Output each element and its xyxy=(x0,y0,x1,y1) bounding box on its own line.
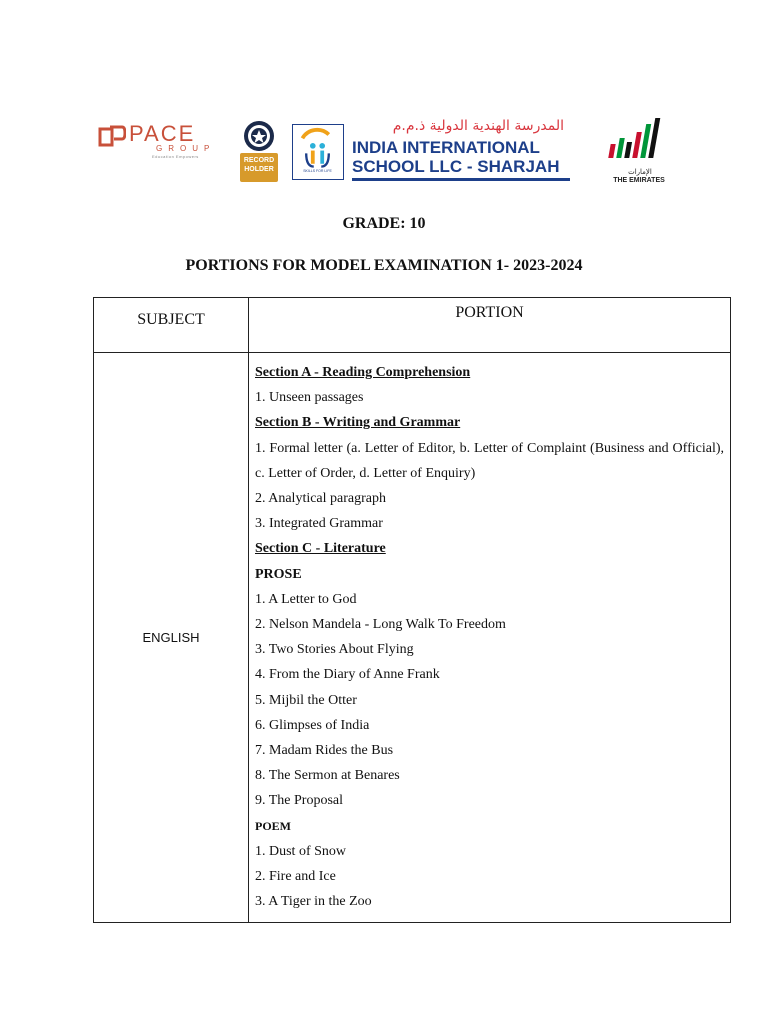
section-b-heading: Section B - Writing and Grammar xyxy=(255,415,461,431)
list-item: 2. Nelson Mandela - Long Walk To Freedom xyxy=(255,617,506,633)
prose-heading: PROSE xyxy=(255,566,302,582)
list-item: 3. Two Stories About Flying xyxy=(255,642,414,658)
table-header-row xyxy=(94,298,731,353)
list-item: 8. The Sermon at Benares xyxy=(255,768,400,784)
exam-title: PORTIONS FOR MODEL EXAMINATION 1- 2023-2024 xyxy=(185,257,583,274)
iis-emblem-text: SKILLS FOR LIFE xyxy=(303,169,332,173)
list-item: 1. Formal letter (a. Letter of Editor, b. Letter of Complaint (Business and Official), c. Letter of Order, d. Letter of Enquiry) xyxy=(255,440,724,481)
list-item: 3. A Tiger in the Zoo xyxy=(255,894,372,910)
subject-header: SUBJECT xyxy=(94,298,249,353)
emirates-arabic: الإمارات xyxy=(628,168,652,176)
pace-group-logo xyxy=(98,122,216,164)
list-item: 7. Madam Rides the Bus xyxy=(255,743,394,759)
list-item: 1. Unseen passages xyxy=(255,390,364,406)
portion-header: PORTION xyxy=(249,298,731,353)
poem-heading: POEM xyxy=(255,818,291,833)
list-item: 3. Integrated Grammar xyxy=(255,516,383,532)
grade-heading: GRADE: 10 xyxy=(342,215,426,232)
list-item: 2. Fire and Ice xyxy=(255,869,336,885)
pace-name: PACE xyxy=(129,121,196,146)
guinness-line1: RECORD xyxy=(243,157,275,164)
emirates-english: THE EMIRATES xyxy=(613,177,665,184)
section-a-heading: Section A - Reading Comprehension xyxy=(255,365,471,380)
guinness-line2: HOLDER xyxy=(244,166,274,173)
portion-cell xyxy=(249,353,731,923)
pace-mark-icon xyxy=(98,125,126,149)
guinness-label xyxy=(240,156,278,174)
list-item: 6. Glimpses of India xyxy=(255,717,370,733)
list-item: 4. From the Diary of Anne Frank xyxy=(255,667,440,683)
pace-tagline: Education Empowers xyxy=(152,154,199,159)
list-item: 2. Analytical paragraph xyxy=(255,491,387,507)
portions-table xyxy=(93,297,731,923)
iis-name-line1: INDIA INTERNATIONAL xyxy=(352,138,540,157)
iis-arabic-name: المدرسة الهندية الدولية ذ.م.م xyxy=(392,118,564,134)
subject-cell: ENGLISH xyxy=(94,353,249,923)
iis-name-line2: SCHOOL LLC - SHARJAH xyxy=(352,157,560,176)
section-c-heading: Section C - Literature xyxy=(255,541,386,557)
list-item: 5. Mijbil the Otter xyxy=(255,692,357,708)
list-item: 9. The Proposal xyxy=(255,793,344,809)
guinness-record-holder-icon xyxy=(238,120,280,184)
list-item: 1. Dust of Snow xyxy=(255,843,347,859)
pace-group-text: GROUP xyxy=(156,144,216,153)
iis-emblem xyxy=(292,124,344,180)
table-row xyxy=(94,353,731,923)
iis-underline xyxy=(352,178,570,181)
logo-bar xyxy=(96,112,676,192)
list-item: 1. A Letter to God xyxy=(255,591,357,607)
